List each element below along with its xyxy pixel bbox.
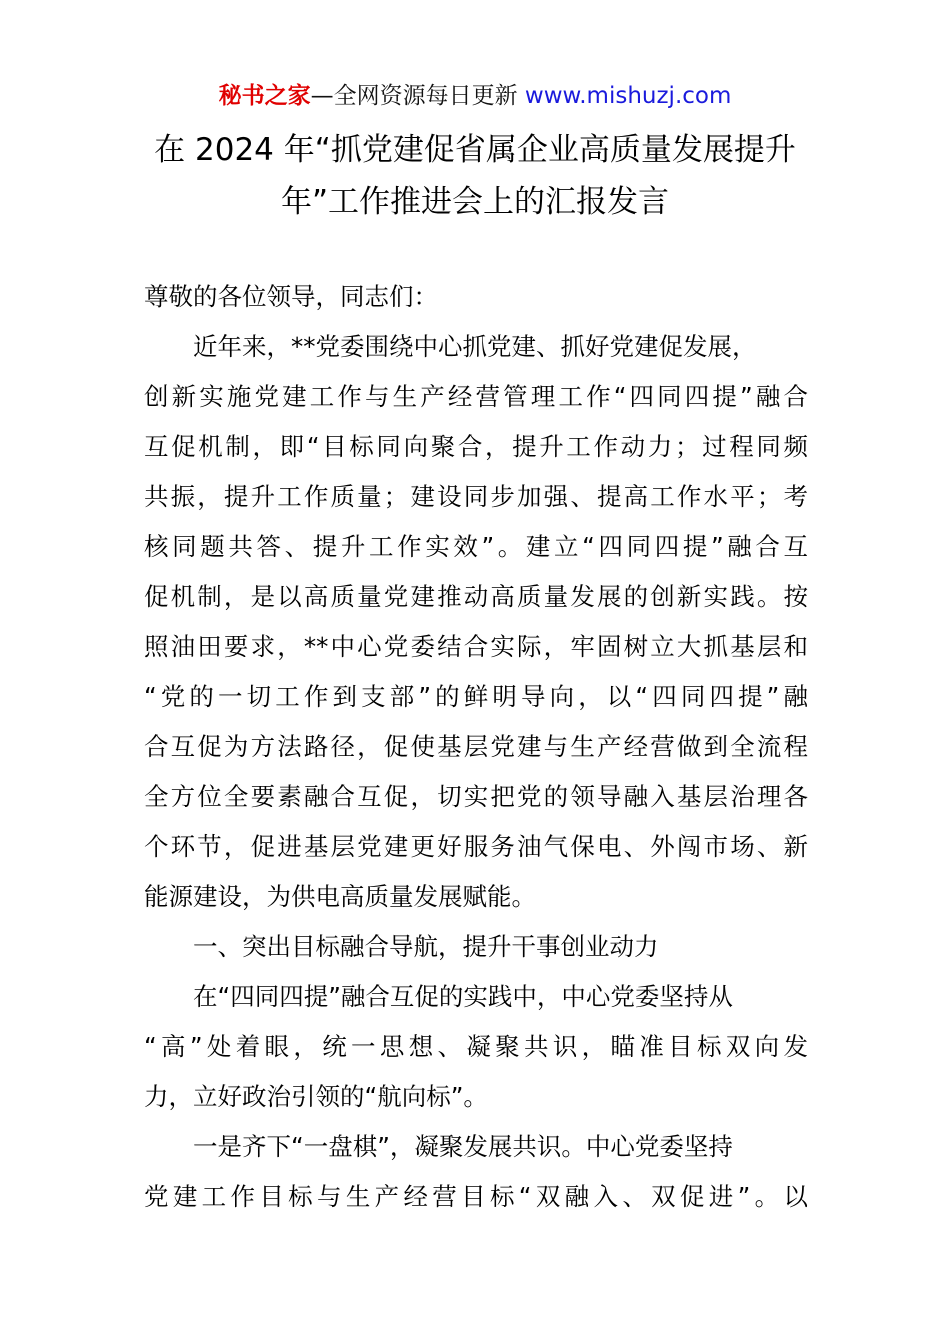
paragraph-line: “党的一切工作到支部”的鲜明导向，以“四同四提”融 xyxy=(144,682,808,711)
document-body xyxy=(144,272,808,1222)
paragraph-line: 一是齐下“一盘棋”，凝聚发展共识。中心党委坚持 xyxy=(193,1132,733,1161)
section-heading: 一、突出目标融合导航，提升干事创业动力 xyxy=(193,932,659,961)
paragraph-line: 共振，提升工作质量；建设同步加强、提高工作水平；考 xyxy=(144,482,808,511)
document-title xyxy=(0,124,950,228)
site-url-link[interactable]: www.mishuzj.com xyxy=(524,83,732,109)
paragraph-line: 照油田要求，**中心党委结合实际，牢固树立大抓基层和 xyxy=(144,632,808,661)
paragraph-line: 能源建设，为供电高质量发展赋能。 xyxy=(144,882,536,911)
paragraph-line: 力，立好政治引领的“航向标”。 xyxy=(144,1082,488,1111)
site-header xyxy=(0,80,950,112)
paragraph-line: 个环节，促进基层党建更好服务油气保电、外闯市场、新 xyxy=(144,832,808,861)
paragraph-line: 全方位全要素融合互促，切实把党的领导融入基层治理各 xyxy=(144,782,808,811)
site-tagline: —全网资源每日更新 xyxy=(310,83,518,109)
salutation: 尊敬的各位领导，同志们： xyxy=(144,282,438,311)
title-line-1: 在 2024 年“抓党建促省属企业高质量发展提升 xyxy=(154,132,796,168)
site-brand[interactable]: 秘书之家 xyxy=(218,83,311,109)
paragraph-line: 党建工作目标与生产经营目标“双融入、双促进”。以 xyxy=(144,1182,808,1211)
title-line-2: 年”工作推进会上的汇报发言 xyxy=(280,184,670,220)
paragraph-line: 促机制，是以高质量党建推动高质量发展的创新实践。按 xyxy=(144,582,808,611)
paragraph-line: 在“四同四提”融合互促的实践中，中心党委坚持从 xyxy=(193,982,733,1011)
paragraph-line: 互促机制，即“目标同向聚合，提升工作动力；过程同频 xyxy=(144,432,808,461)
paragraph-line: 创新实施党建工作与生产经营管理工作“四同四提”融合 xyxy=(144,382,808,411)
paragraph-line: “高”处着眼，统一思想、凝聚共识，瞄准目标双向发 xyxy=(144,1032,808,1061)
paragraph-line: 近年来，**党委围绕中心抓党建、抓好党建促发展， xyxy=(193,332,757,361)
paragraph-line: 合互促为方法路径，促使基层党建与生产经营做到全流程 xyxy=(144,732,808,761)
paragraph-line: 核同题共答、提升工作实效”。建立“四同四提”融合互 xyxy=(144,532,808,561)
